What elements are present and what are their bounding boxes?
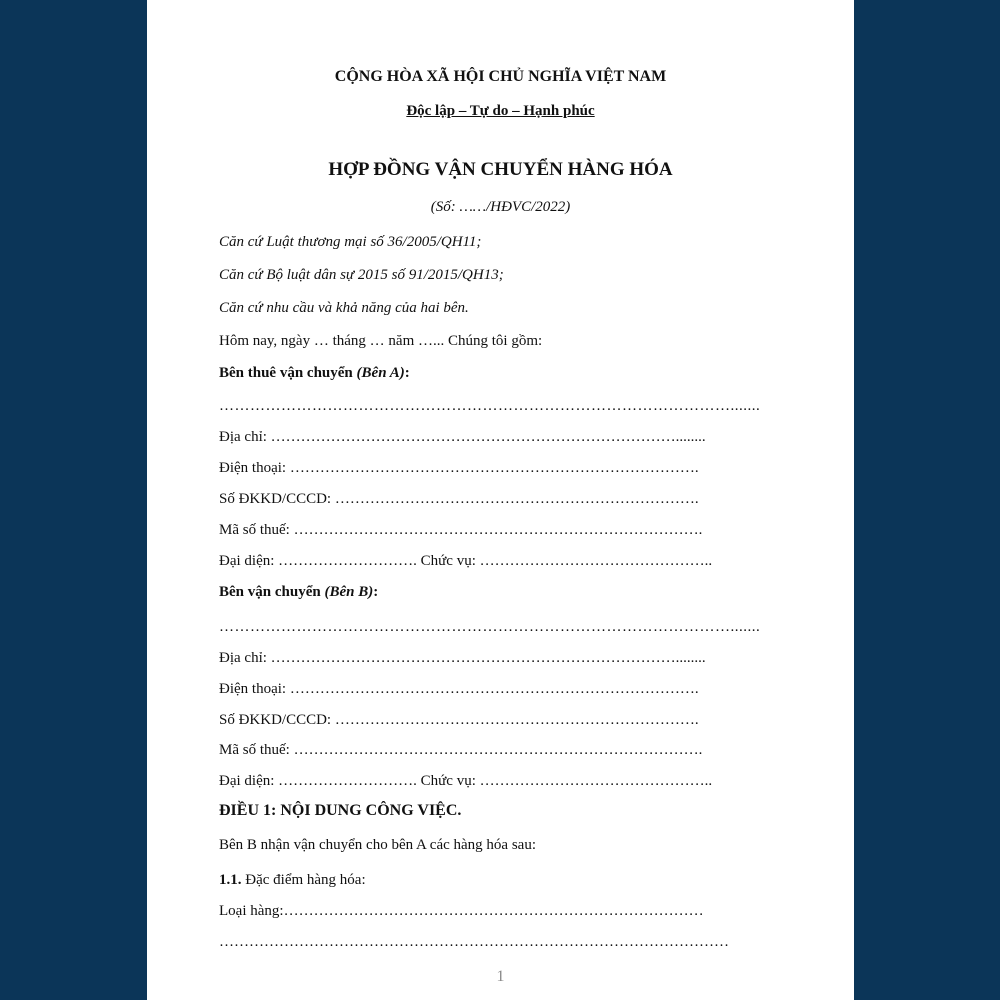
- document-page: [147, 0, 854, 1000]
- article-1-intro: Bên B nhận vận chuyển cho bên A các hàng hóa sau:: [219, 837, 536, 853]
- party-a-name-field: ……………………………………………………………………………………….......: [219, 398, 761, 414]
- party-b-name-field: ……………………………………………………………………………………….......: [219, 619, 761, 635]
- party-b-representative-field: Đại diện: ………………………. Chức vụ: ………………………………………..: [219, 773, 713, 789]
- party-b-phone-field: Điện thoại: ……………………………………………………………………….: [219, 681, 699, 697]
- party-b-id-field: Số ĐKKD/CCCD: ……………………………………………………………….: [219, 712, 699, 728]
- party-a-address-field: Địa chỉ: ………………………………………………………………………........: [219, 429, 706, 445]
- basis-line-1: Căn cứ Luật thương mại số 36/2005/QH11;: [219, 234, 482, 250]
- party-a-phone-field: Điện thoại: ……………………………………………………………………….: [219, 460, 699, 476]
- national-motto: Độc lập – Tự do – Hạnh phúc: [406, 103, 595, 119]
- article-1-heading: ĐIỀU 1: NỘI DUNG CÔNG VIỆC.: [219, 802, 462, 819]
- goods-type-field: Loại hàng:…………………………………………………………………………: [219, 903, 704, 919]
- article-1-subheading: 1.1. Đặc điểm hàng hóa:: [219, 872, 366, 888]
- party-b-tax-field: Mã số thuế: ……………………………………………………………………….: [219, 742, 703, 758]
- today-line: Hôm nay, ngày … tháng … năm …... Chúng tôi gồm:: [219, 333, 543, 349]
- contract-number: (Số: ……/HĐVC/2022): [430, 199, 571, 215]
- national-title: CỘNG HÒA XÃ HỘI CHỦ NGHĨA VIỆT NAM: [334, 68, 667, 85]
- page-number: 1: [496, 968, 505, 985]
- basis-line-2: Căn cứ Bộ luật dân sự 2015 số 91/2015/QH13;: [219, 267, 504, 283]
- party-a-representative-field: Đại diện: ………………………. Chức vụ: ………………………………………..: [219, 553, 713, 569]
- goods-type-continuation: …………………………………………………………………………………………: [219, 934, 729, 950]
- basis-line-3: Căn cứ nhu cầu và khả năng của hai bên.: [219, 300, 469, 316]
- party-b-heading: Bên vận chuyển (Bên B):: [219, 584, 379, 600]
- party-a-tax-field: Mã số thuế: ……………………………………………………………………….: [219, 522, 703, 538]
- party-b-address-field: Địa chỉ: ………………………………………………………………………........: [219, 650, 706, 666]
- party-a-id-field: Số ĐKKD/CCCD: ……………………………………………………………….: [219, 491, 699, 507]
- party-a-heading: Bên thuê vận chuyển (Bên A):: [219, 365, 410, 381]
- contract-title: HỢP ĐỒNG VẬN CHUYỂN HÀNG HÓA: [328, 159, 673, 180]
